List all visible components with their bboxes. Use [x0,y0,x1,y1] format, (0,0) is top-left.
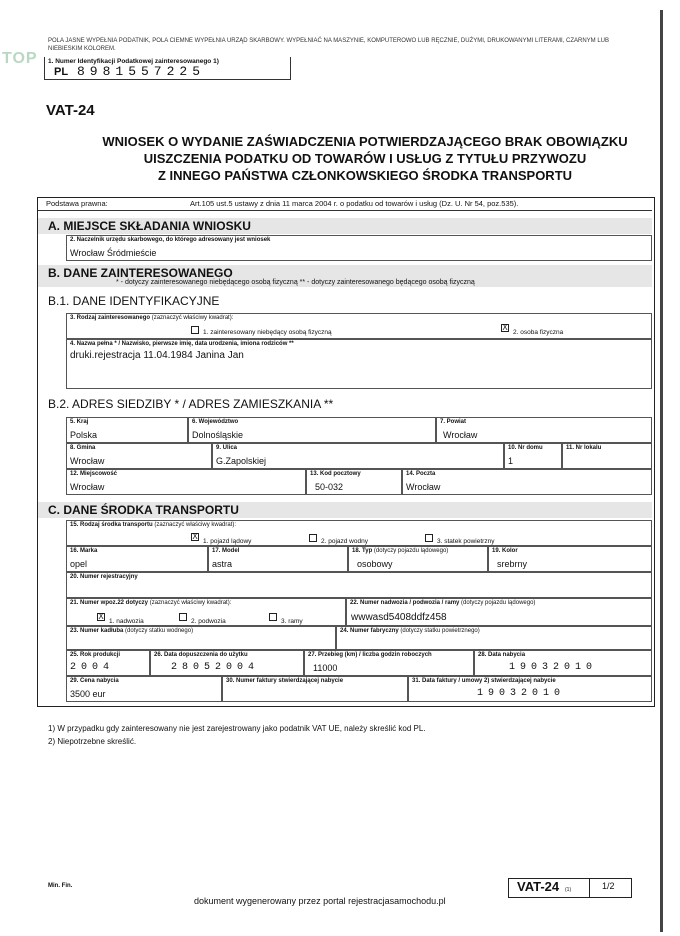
title-line-1: WNIOSEK O WYDANIE ZAŚWIADCZENIA POTWIERDZAJĄCEGO BRAK OBOWIĄZKU [102,134,628,149]
field-13[interactable] [306,469,402,495]
field-28-label: 28. Data nabycia [478,652,526,658]
f15-option-3-checkbox[interactable] [425,534,433,542]
title-line-2: UISZCZENIA PODATKU OD TOWARÓW I USŁUG Z TYTUŁU PRZYWOZU [143,151,587,166]
field-11-label: 11. Nr lokalu [566,445,602,451]
field-14[interactable] [402,469,652,495]
f15-option-1-checkbox[interactable]: X [192,532,198,541]
f3-option-1-checkbox[interactable] [191,326,199,334]
field-16-label: 16. Marka [70,548,98,554]
field-26-label: 26. Data dopuszczenia do użytku [154,652,248,658]
field-10-label: 10. Nr domu [508,445,543,451]
field-29-label: 29. Cena nabycia [70,678,119,684]
field-22[interactable] [346,598,652,626]
field-17-value: astra [212,559,233,569]
field-24-label: 24. Numer fabryczny (dotyczy statku powietrznego) [340,628,480,634]
field-22-value: wwwasd5408ddfz458 [351,612,447,623]
footer-form-code: VAT-24 [517,879,560,894]
field-5-value: Polska [70,430,98,440]
field-3-label: 3. Rodzaj zainteresowanego (zaznaczyć właściwy kwadrat): [70,315,234,321]
field-26[interactable] [150,650,304,676]
field-19-value: srebrny [497,559,528,569]
f3-option-1-label: 1. zainteresowany niebędący osobą fizyczną [203,329,332,336]
section-c-title: C. DANE ŚRODKA TRANSPORTU [38,502,652,518]
field-6-label: 6. Województwo [192,419,239,425]
field-12[interactable] [66,469,306,495]
nip-label: 1. Numer Identyfikacji Podatkowej zainteresowanego 1) [48,58,219,65]
field-29[interactable] [66,676,222,702]
field-31-label: 31. Data faktury / umowy 2) stwierdzającej nabycie [412,678,556,684]
field-21 [66,598,346,626]
field-7-value: Wrocław [443,430,478,440]
legal-basis-label: Podstawa prawna: [46,199,108,208]
footer-separator [589,879,590,897]
b2-title: B.2. ADRES SIEDZIBY * / ADRES ZAMIESZKANIA ** [48,397,334,411]
field-6-value: Dolnośląskie [192,430,244,440]
f21-option-3-label: 3. ramy [281,618,303,625]
f21-option-1-label: 1. nadwozia [109,618,144,625]
generated-by-note: dokument wygenerowany przez portal rejestracjasamochodu.pl [194,896,446,906]
field-25[interactable] [66,650,150,676]
form-title [70,133,660,184]
field-26-value: 28052004 [171,662,260,673]
field-8-label: 8. Gmina [70,445,96,451]
field-2[interactable] [66,235,652,261]
field-2-value: Wrocław Śródmieście [70,248,157,258]
field-27-label: 27. Przebieg (km) / liczba godzin roboczych [308,652,432,658]
legal-basis [38,198,652,211]
field-2-label: 2. Naczelnik urzędu skarbowego, do którego adresowany jest wniosek [70,237,271,243]
field-24[interactable] [336,626,652,650]
field-15-label: 15. Rodzaj środka transportu (zaznaczyć właściwy kwadrat): [70,522,237,528]
section-a-title: A. MIEJSCE SKŁADANIA WNIOSKU [38,218,652,234]
field-11[interactable] [562,443,652,469]
f3-option-2-label: 2. osoba fizyczna [513,329,564,336]
field-31[interactable] [408,676,652,702]
min-fin-label: Min. Fin. [48,883,73,889]
section-b-note: * - dotyczy zainteresowanego niebędącego osobą fizyczną ** - dotyczy zainteresowanego będącego osobą fizyczną [116,279,475,286]
field-7[interactable] [436,417,652,443]
field-4-value: druki.rejestracja 11.04.1984 Janina Jan [70,350,244,361]
field-3 [66,313,652,339]
field-4-label: 4. Nazwa pełna * / Nazwisko, pierwsze imię, data urodzenia, imiona rodziców ** [70,341,294,347]
field-4[interactable] [66,339,652,389]
footer-form-code-box [508,878,632,898]
field-21-label: 21. Numer wpoz.22 dotyczy (zaznaczyć właściwy kwadrat): [70,600,232,606]
field-18[interactable] [348,546,488,572]
field-30[interactable] [222,676,408,702]
field-7-label: 7. Powiat [440,419,467,425]
b1-title: B.1. DANE IDENTYFIKACYJNE [48,294,220,308]
f21-option-2-label: 2. podwozia [191,618,226,625]
field-31-value: 19032010 [477,688,566,699]
nip-prefix: PL [54,66,69,78]
f21-option-1-checkbox[interactable]: X [98,612,104,621]
field-16[interactable] [66,546,208,572]
field-19[interactable] [488,546,652,572]
field-18-value: osobowy [357,559,393,569]
title-line-3: Z INNEGO PAŃSTWA CZŁONKOWSKIEGO ŚRODKA TRANSPORTU [157,168,573,183]
watermark: TOP [2,50,38,67]
section-b-heading: B. DANE ZAINTERESOWANEGO [48,266,233,280]
scan-edge-line [660,10,663,932]
field-13-label: 13. Kod pocztowy [310,471,361,477]
field-8[interactable] [66,443,212,469]
f15-option-2-label: 2. pojazd wodny [321,538,368,545]
field-25-label: 25. Rok produkcji [70,652,121,658]
field-27[interactable] [304,650,474,676]
field-23[interactable] [66,626,336,650]
field-17-label: 17. Model [212,548,240,554]
field-12-label: 12. Miejscowość [70,471,118,477]
field-18-label: 18. Typ (dotyczy pojazdu lądowego) [352,548,449,554]
field-9-value: G.Zapolskiej [216,456,267,466]
field-28[interactable] [474,650,652,676]
f21-option-2-checkbox[interactable] [179,613,187,621]
field-25-value: 2004 [70,662,115,673]
field-29-value: 3500 eur [70,689,106,699]
header-note: POLA JASNE WYPEŁNIA PODATNIK, POLA CIEMNE WYPEŁNIA URZĄD SKARBOWY. WYPEŁNIAĆ NA MASZYNIE, KOMPUTEROWO LUB RĘCZNIE, DUŻYMI, DRUKOWANYMI LITERAMI, CZARNYM LUB NIEBIESKIM KOLOREM. [48,38,609,52]
footer-form-version: (1) [565,887,572,893]
field-14-label: 14. Poczta [406,471,436,477]
field-27-value: 11000 [313,663,338,673]
field-13-value: 50-032 [315,482,344,492]
field-15 [66,520,652,546]
f15-option-3-label: 3. statek powietrzny [437,538,495,545]
footnote-2: 2) Niepotrzebne skreślić. [48,737,137,746]
field-20[interactable] [66,572,652,598]
page-number: 1/2 [602,881,615,891]
field-9[interactable] [212,443,504,469]
field-10[interactable] [504,443,562,469]
field-22-label: 22. Numer nadwozia / podwozia / ramy (dotyczy pojazdu lądowego) [350,600,536,606]
field-9-label: 9. Ulica [216,445,238,451]
field-12-value: Wrocław [70,482,105,492]
field-19-label: 19. Kolor [492,548,518,554]
form-code: VAT-24 [46,102,95,119]
f3-option-2-checkbox[interactable]: X [502,323,508,332]
field-23-label: 23. Numer kadłuba (dotyczy statku wodnego) [70,628,194,634]
legal-basis-text: Art.105 ust.5 ustawy z dnia 11 marca 2004 r. o podatku od towarów i usług (Dz. U. Nr 54, poz.535). [190,199,519,208]
field-16-value: opel [70,559,88,569]
f15-option-2-checkbox[interactable] [309,534,317,542]
field-30-label: 30. Numer faktury stwierdzającej nabycie [226,678,344,684]
field-10-value: 1 [508,456,514,466]
field-5-label: 5. Kraj [70,419,89,425]
footnote-1: 1) W przypadku gdy zainteresowany nie jest zarejestrowany jako podatnik VAT UE, należy skreślić kod PL. [48,724,426,733]
field-20-label: 20. Numer rejestracyjny [70,574,138,580]
f15-option-1-label: 1. pojazd lądowy [203,538,252,545]
field-5[interactable] [66,417,188,443]
field-6[interactable] [188,417,436,443]
field-17[interactable] [208,546,348,572]
field-14-value: Wrocław [406,482,441,492]
nip-value: 8981557225 [77,64,206,79]
field-28-value: 19032010 [509,662,598,673]
f21-option-3-checkbox[interactable] [269,613,277,621]
field-8-value: Wrocław [70,456,105,466]
